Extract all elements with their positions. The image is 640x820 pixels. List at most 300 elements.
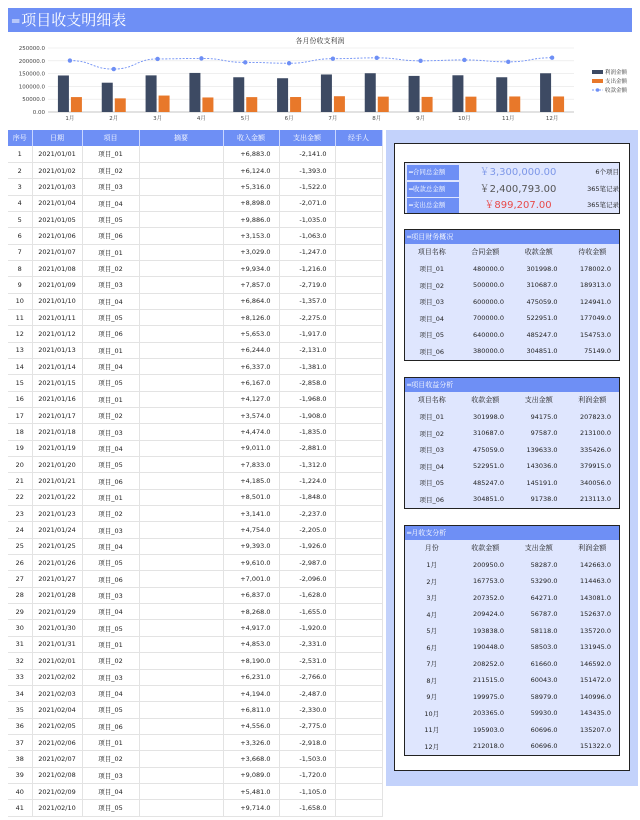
table-cell: -2,719.0 — [279, 277, 335, 293]
table-cell: 项目_02 — [82, 162, 139, 178]
table-row[interactable] — [8, 702, 382, 718]
table-cell: +9,934.0 — [223, 260, 279, 276]
section-cell: 135207.0 — [579, 725, 611, 734]
section-header-row — [405, 244, 619, 261]
table-cell — [139, 293, 223, 309]
line-point — [68, 58, 72, 62]
table-cell: +6,837.0 — [223, 587, 279, 603]
legend-label: 利润金额 — [605, 70, 628, 76]
table-cell: +8,501.0 — [223, 489, 279, 505]
table-cell: 2021/01/31 — [32, 636, 82, 652]
section-cell: 项目_06 — [419, 347, 445, 356]
bar-expense — [246, 97, 257, 112]
table-cell — [139, 162, 223, 178]
table-cell — [139, 244, 223, 260]
summary-label — [407, 182, 459, 197]
table-cell: 14 — [8, 358, 32, 374]
table-cell: +6,337.0 — [223, 358, 279, 374]
menu-lines-icon: ═ — [409, 168, 413, 176]
section-cell: 700000.0 — [472, 314, 504, 323]
table-cell: +7,857.0 — [223, 277, 279, 293]
line-point — [199, 56, 203, 60]
section-cell: 167753.0 — [472, 577, 504, 586]
section-cell: 485247.0 — [472, 478, 504, 487]
table-cell: 2021/01/14 — [32, 358, 82, 374]
table-cell: 32 — [8, 653, 32, 669]
section-row — [405, 738, 619, 755]
section-cell: 131945.0 — [579, 643, 611, 652]
table-cell — [139, 457, 223, 473]
section-table — [405, 392, 619, 508]
table-cell: -2,531.0 — [279, 653, 335, 669]
table-cell — [139, 211, 223, 227]
table-cell: 34 — [8, 685, 32, 701]
line-point — [155, 57, 159, 61]
section-cell: 485247.0 — [526, 330, 558, 339]
bar-profit — [452, 75, 463, 112]
table-cell: -1,035.0 — [279, 211, 335, 227]
table-cell — [335, 669, 382, 685]
table-cell: 11 — [8, 309, 32, 325]
table-row[interactable] — [8, 342, 382, 358]
table-cell: -1,658.0 — [279, 800, 335, 816]
section-cell: 211515.0 — [472, 676, 504, 685]
table-cell — [139, 636, 223, 652]
table-row[interactable] — [8, 326, 382, 342]
table-cell: -1,926.0 — [279, 538, 335, 554]
menu-lines-icon: ═ — [407, 529, 412, 537]
section-cell: 58287.0 — [530, 560, 558, 569]
table-cell: -1,216.0 — [279, 260, 335, 276]
table-cell: 2021/01/24 — [32, 522, 82, 538]
table-cell: 项目_02 — [82, 506, 139, 522]
table-cell: 项目_03 — [82, 179, 139, 195]
table-cell — [335, 408, 382, 424]
table-row[interactable] — [8, 800, 382, 816]
table-cell: 2021/01/26 — [32, 555, 82, 571]
column-header[interactable]: 经手人 — [335, 130, 382, 146]
section-row — [405, 491, 619, 508]
table-cell: 项目_06 — [82, 228, 139, 244]
table-row[interactable] — [8, 718, 382, 734]
table-cell — [139, 489, 223, 505]
table-cell: 项目_03 — [82, 767, 139, 783]
section-cell: 60696.0 — [530, 742, 558, 751]
legend-label: 支出金额 — [605, 79, 628, 85]
section-cell: 207352.0 — [472, 593, 504, 602]
section-cell: 480000.0 — [472, 264, 504, 273]
section-cell: 8月 — [426, 676, 438, 685]
section-cell: 178002.0 — [579, 264, 611, 273]
table-cell: 10 — [8, 293, 32, 309]
table-cell — [335, 751, 382, 767]
section-row — [405, 557, 619, 574]
table-cell — [335, 506, 382, 522]
menu-lines-icon: ═ — [407, 233, 412, 241]
column-header[interactable]: 项目 — [82, 130, 139, 146]
line-point — [243, 60, 247, 64]
section-cell: 139633.0 — [526, 445, 558, 454]
table-row[interactable] — [8, 440, 382, 456]
table-cell — [335, 767, 382, 783]
table-row[interactable] — [8, 277, 382, 293]
table-cell: 18 — [8, 424, 32, 440]
bar-expense — [334, 96, 345, 112]
section-row — [405, 409, 619, 426]
table-row[interactable] — [8, 244, 382, 260]
table-cell: 2021/02/10 — [32, 800, 82, 816]
section-column-header: 待收金额 — [578, 248, 607, 257]
table-cell: +6,244.0 — [223, 342, 279, 358]
table-cell: 5 — [8, 211, 32, 227]
table-cell: 项目_03 — [82, 424, 139, 440]
section-cell: 59930.0 — [530, 709, 558, 718]
line-point — [331, 56, 335, 60]
table-cell: -2,858.0 — [279, 375, 335, 391]
section-cell: 项目_02 — [419, 429, 445, 438]
bar-profit — [58, 75, 69, 112]
section-cell: 152637.0 — [579, 610, 611, 619]
table-cell: 2021/01/05 — [32, 211, 82, 227]
table-cell — [335, 228, 382, 244]
section-cell: 199975.0 — [472, 692, 504, 701]
table-row[interactable] — [8, 685, 382, 701]
project-overview-section — [404, 229, 620, 361]
table-cell: +9,886.0 — [223, 211, 279, 227]
table-row[interactable] — [8, 767, 382, 783]
section-cell: 189313.0 — [579, 281, 611, 290]
table-cell: 2021/01/18 — [32, 424, 82, 440]
table-cell — [335, 718, 382, 734]
section-table — [405, 244, 619, 360]
section-column-header: 收款金额 — [471, 544, 500, 553]
section-cell: 500000.0 — [472, 281, 504, 290]
column-header[interactable]: 支出金额 — [279, 130, 335, 146]
table-cell: +8,190.0 — [223, 653, 279, 669]
table-cell: 8 — [8, 260, 32, 276]
section-cell: 522951.0 — [472, 462, 504, 471]
table-cell — [335, 783, 382, 799]
section-cell: 97587.0 — [530, 429, 558, 438]
table-cell: 13 — [8, 342, 32, 358]
table-cell — [335, 653, 382, 669]
table-cell: 项目_03 — [82, 587, 139, 603]
x-tick-label: 2月 — [109, 116, 119, 122]
detail-table-container[interactable] — [8, 130, 384, 820]
table-cell: 2021/01/28 — [32, 587, 82, 603]
table-cell — [139, 604, 223, 620]
table-cell: 2 — [8, 162, 32, 178]
table-row[interactable] — [8, 604, 382, 620]
table-row[interactable] — [8, 555, 382, 571]
section-cell: 61660.0 — [530, 659, 558, 668]
legend-swatch-expense — [592, 79, 603, 83]
section-column-header: 收款金额 — [471, 396, 500, 405]
section-row — [405, 327, 619, 344]
table-cell — [335, 260, 382, 276]
x-tick-label: 1月 — [65, 116, 75, 122]
section-row — [405, 261, 619, 278]
table-cell: +8,898.0 — [223, 195, 279, 211]
table-cell: -1,503.0 — [279, 751, 335, 767]
table-row[interactable] — [8, 506, 382, 522]
section-cell: 193838.0 — [472, 626, 504, 635]
table-cell: 项目_04 — [82, 685, 139, 701]
section-cell: 58979.0 — [530, 692, 558, 701]
table-row[interactable] — [8, 228, 382, 244]
table-cell: +6,864.0 — [223, 293, 279, 309]
section-column-header: 收款金额 — [524, 248, 553, 257]
table-cell: 项目_01 — [82, 734, 139, 750]
table-row[interactable] — [8, 408, 382, 424]
table-row[interactable] — [8, 669, 382, 685]
table-cell: -1,920.0 — [279, 620, 335, 636]
summary-value: ￥899,207.00 — [484, 200, 552, 211]
summary-value: ￥2,400,793.00 — [479, 183, 557, 195]
table-cell: 2021/01/08 — [32, 260, 82, 276]
x-tick-label: 4月 — [196, 116, 206, 122]
table-cell: +6,167.0 — [223, 375, 279, 391]
menu-lines-icon: ═ — [407, 381, 412, 389]
menu-lines-icon: ═ — [409, 184, 413, 193]
table-cell: -1,357.0 — [279, 293, 335, 309]
table-cell: -1,393.0 — [279, 162, 335, 178]
legend-marker — [596, 88, 600, 92]
bar-expense — [422, 97, 433, 112]
section-table — [405, 540, 619, 755]
chart-title: 各月份收支利润 — [295, 37, 345, 45]
table-cell: 23 — [8, 506, 32, 522]
table-cell — [139, 179, 223, 195]
table-cell — [335, 211, 382, 227]
table-row[interactable] — [8, 653, 382, 669]
table-row[interactable] — [8, 375, 382, 391]
column-header[interactable]: 收入金额 — [223, 130, 279, 146]
table-row[interactable] — [8, 571, 382, 587]
table-cell — [335, 800, 382, 816]
table-cell — [139, 767, 223, 783]
table-cell: -1,247.0 — [279, 244, 335, 260]
table-cell — [335, 440, 382, 456]
table-cell — [335, 195, 382, 211]
table-cell — [335, 179, 382, 195]
x-tick-label: 12月 — [545, 116, 559, 122]
y-tick-label: 150000.0 — [18, 71, 45, 78]
table-cell: 25 — [8, 538, 32, 554]
table-row[interactable] — [8, 734, 382, 750]
section-row — [405, 606, 619, 623]
line-point — [287, 61, 291, 65]
table-cell: 项目_01 — [82, 636, 139, 652]
table-cell — [335, 277, 382, 293]
table-cell — [335, 424, 382, 440]
table-cell: 2021/01/13 — [32, 342, 82, 358]
table-row[interactable] — [8, 391, 382, 407]
table-cell: -2,766.0 — [279, 669, 335, 685]
bar-profit — [540, 73, 551, 112]
table-cell — [139, 195, 223, 211]
table-cell: 项目_04 — [82, 604, 139, 620]
table-cell: -2,331.0 — [279, 636, 335, 652]
table-row[interactable] — [8, 522, 382, 538]
section-row — [405, 343, 619, 360]
column-header[interactable]: 序号 — [8, 130, 32, 146]
table-cell — [139, 669, 223, 685]
table-cell: 41 — [8, 800, 32, 816]
table-row[interactable] — [8, 146, 382, 162]
table-cell — [139, 424, 223, 440]
table-row[interactable] — [8, 260, 382, 276]
table-cell: -1,063.0 — [279, 228, 335, 244]
table-cell: 22 — [8, 489, 32, 505]
table-cell: 项目_05 — [82, 800, 139, 816]
table-row[interactable] — [8, 636, 382, 652]
line-point — [550, 56, 554, 60]
table-cell — [335, 293, 382, 309]
table-cell — [139, 522, 223, 538]
summary-label — [407, 198, 459, 213]
y-tick-label: 0.00 — [32, 110, 45, 116]
table-cell — [139, 146, 223, 162]
table-row[interactable] — [8, 620, 382, 636]
table-cell — [335, 457, 382, 473]
table-cell — [335, 309, 382, 325]
table-cell: 项目_01 — [82, 342, 139, 358]
table-cell: 2021/01/22 — [32, 489, 82, 505]
section-cell: 143081.0 — [579, 593, 611, 602]
section-cell: 60696.0 — [530, 725, 558, 734]
section-cell: 10月 — [424, 709, 440, 718]
section-cell: 11月 — [424, 726, 440, 735]
table-cell: 2021/02/01 — [32, 653, 82, 669]
table-row[interactable] — [8, 424, 382, 440]
x-tick-label: 3月 — [153, 116, 163, 122]
table-cell: 项目_05 — [82, 702, 139, 718]
table-cell: -1,917.0 — [279, 326, 335, 342]
table-cell: 2021/01/02 — [32, 162, 82, 178]
table-cell: 项目_06 — [82, 718, 139, 734]
section-cell: 213100.0 — [579, 429, 611, 438]
section-cell: 4月 — [426, 610, 438, 619]
table-cell: 项目_05 — [82, 375, 139, 391]
section-cell: 项目_04 — [419, 314, 445, 323]
section-title-text: 月收支分析 — [411, 529, 447, 537]
x-tick-label: 6月 — [284, 116, 294, 122]
table-row[interactable] — [8, 587, 382, 603]
section-cell: 209424.0 — [472, 610, 504, 619]
table-cell: 2021/01/09 — [32, 277, 82, 293]
table-row[interactable] — [8, 309, 382, 325]
section-cell: 340056.0 — [579, 478, 611, 487]
page-title-bar — [8, 8, 632, 32]
table-cell: -1,968.0 — [279, 391, 335, 407]
menu-lines-icon: ═ — [12, 14, 20, 28]
bar-profit — [102, 83, 113, 112]
table-row[interactable] — [8, 211, 382, 227]
table-cell: 项目_04 — [82, 195, 139, 211]
section-cell: 379915.0 — [579, 462, 611, 471]
table-cell — [335, 358, 382, 374]
section-cell: 项目_03 — [419, 446, 445, 455]
table-cell: 19 — [8, 440, 32, 456]
table-cell: 项目_05 — [82, 620, 139, 636]
table-cell — [335, 162, 382, 178]
summary-label-text: 收款总金额 — [412, 184, 446, 193]
legend-label: 收款金额 — [605, 88, 628, 94]
table-cell: 2021/02/07 — [32, 751, 82, 767]
section-row — [405, 294, 619, 311]
table-cell: -2,275.0 — [279, 309, 335, 325]
section-cell: 75149.0 — [584, 347, 611, 356]
table-cell: -1,522.0 — [279, 179, 335, 195]
table-cell: 31 — [8, 636, 32, 652]
bar-profit — [277, 78, 288, 112]
table-row[interactable] — [8, 473, 382, 489]
table-row[interactable] — [8, 179, 382, 195]
table-cell: 21 — [8, 473, 32, 489]
table-row[interactable] — [8, 358, 382, 374]
table-cell: 2021/02/02 — [32, 669, 82, 685]
table-cell: 2021/02/04 — [32, 702, 82, 718]
table-row[interactable] — [8, 162, 382, 178]
line-point — [375, 56, 379, 60]
section-column-header: 利润金额 — [578, 544, 607, 553]
section-column-header: 项目名称 — [417, 396, 446, 405]
chart-svg — [8, 34, 632, 128]
table-row[interactable] — [8, 783, 382, 799]
table-cell — [139, 734, 223, 750]
table-cell: 7 — [8, 244, 32, 260]
x-tick-label: 7月 — [328, 116, 338, 122]
table-row[interactable] — [8, 751, 382, 767]
section-cell: 64271.0 — [530, 593, 558, 602]
table-cell — [335, 391, 382, 407]
table-cell: +4,194.0 — [223, 685, 279, 701]
table-cell — [139, 277, 223, 293]
table-cell — [335, 620, 382, 636]
detail-table-header — [8, 130, 382, 146]
table-cell — [139, 375, 223, 391]
column-header[interactable]: 日期 — [32, 130, 82, 146]
table-row[interactable] — [8, 489, 382, 505]
table-cell: 36 — [8, 718, 32, 734]
table-cell: -1,908.0 — [279, 408, 335, 424]
section-column-header: 项目名称 — [417, 248, 446, 257]
table-row[interactable] — [8, 195, 382, 211]
table-cell: -2,487.0 — [279, 685, 335, 701]
column-header[interactable]: 摘要 — [139, 130, 223, 146]
section-cell: 项目_03 — [419, 298, 445, 307]
table-cell: +3,574.0 — [223, 408, 279, 424]
table-cell: 4 — [8, 195, 32, 211]
table-row[interactable] — [8, 538, 382, 554]
section-row — [405, 475, 619, 492]
table-cell — [139, 653, 223, 669]
table-row[interactable] — [8, 293, 382, 309]
bar-expense — [202, 97, 213, 112]
table-cell — [335, 522, 382, 538]
table-cell — [139, 800, 223, 816]
table-cell: 项目_01 — [82, 244, 139, 260]
table-cell — [139, 358, 223, 374]
table-cell: 2021/01/10 — [32, 293, 82, 309]
table-cell — [335, 685, 382, 701]
table-cell: 3 — [8, 179, 32, 195]
bar-expense — [553, 96, 564, 112]
section-row — [405, 623, 619, 640]
section-cell: 项目_04 — [419, 462, 445, 471]
table-row[interactable] — [8, 457, 382, 473]
